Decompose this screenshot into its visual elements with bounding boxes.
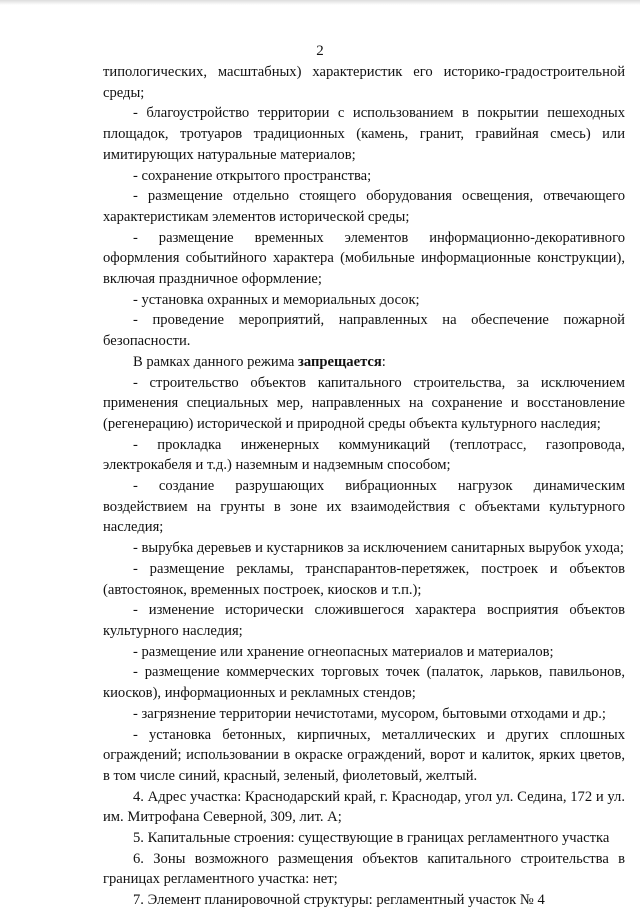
paragraph: - размещение коммерческих торговых точек (палаток, ларьков, павильонов, киосков), информационных и рекламных стендов; <box>103 664 625 702</box>
heading-tail: : <box>381 353 386 370</box>
paragraph: - размещение или хранение огнеопасных материалов и материалов; <box>133 643 554 660</box>
document-body <box>103 62 625 911</box>
paragraph: - вырубка деревьев и кустарников за исключением санитарных вырубок ухода; <box>133 540 624 557</box>
scan-edge <box>0 0 640 5</box>
paragraph: - благоустройство территории с использованием в покрытии пешеходных площадок, тротуаров традиционных (камень, гранит, гравийная смесь) или имитирующих натуральные материалов; <box>103 105 625 163</box>
paragraph: типологических, масштабных) характеристик его историко-градостроительной среды; <box>103 64 625 101</box>
paragraph: - размещение рекламы, транспарантов-перетяжек, построек и объектов (автостоянок, временных построек, киосков и т.п.); <box>103 560 625 598</box>
paragraph: - прокладка инженерных коммуникаций (теплотрасс, газопровода, электрокабеля и т.д.) наземным и надземным способом; <box>103 436 625 474</box>
paragraph: - изменение исторически сложившегося характера восприятия объектов культурного наследия; <box>103 602 625 639</box>
paragraph: 7. Элемент планировочной структуры: регламентный участок № 4 <box>133 892 545 909</box>
paragraph: - установка охранных и мемориальных досок; <box>133 291 420 308</box>
prohibited-heading <box>103 352 625 373</box>
page-number: 2 <box>316 43 324 59</box>
paragraph: - строительство объектов капитального строительства, за исключением применения специальных мер, направленных на сохранение и восстановление (регенерацию) исторической и природной среды объекта культурного наследия; <box>103 374 625 432</box>
paragraph: - размещение временных элементов информационно-декоративного оформления событийного характера (мобильные информационные конструкции), включая праздничное оформление; <box>103 229 625 288</box>
heading-lead: В рамках данного режима <box>133 353 298 370</box>
paragraph: - установка бетонных, кирпичных, металлических и других сплошных ограждений; использовании в окраске ограждений, ворот и калиток, ярких цветов, в том числе синий, красный, зеленый, фиолетовый, желтый. <box>103 726 625 784</box>
paragraph: - проведение мероприятий, направленных на обеспечение пожарной безопасности. <box>103 312 625 350</box>
paragraph: - создание разрушающих вибрационных нагрузок динамическим воздействием на грунты в зоне их взаимодействия с объектами культурного наследия; <box>103 478 625 536</box>
paragraph: 6. Зоны возможного размещения объектов капитального строительства в границах регламентного участка: нет; <box>103 850 625 888</box>
paragraph: - размещение отдельно стоящего оборудования освещения, отвечающего характеристикам элементов исторической среды; <box>103 188 625 225</box>
paragraph: - сохранение открытого пространства; <box>133 167 372 184</box>
paragraph: - загрязнение территории нечистотами, мусором, бытовыми отходами и др.; <box>133 705 606 722</box>
heading-bold: запрещается <box>298 353 382 370</box>
paragraph: 5. Капитальные строения: существующие в границах регламентного участка <box>133 830 610 847</box>
paragraph: 4. Адрес участка: Краснодарский край, г. Краснодар, угол ул. Седина, 172 и ул. им. Митрофана Северной, 309, лит. А; <box>103 788 625 826</box>
